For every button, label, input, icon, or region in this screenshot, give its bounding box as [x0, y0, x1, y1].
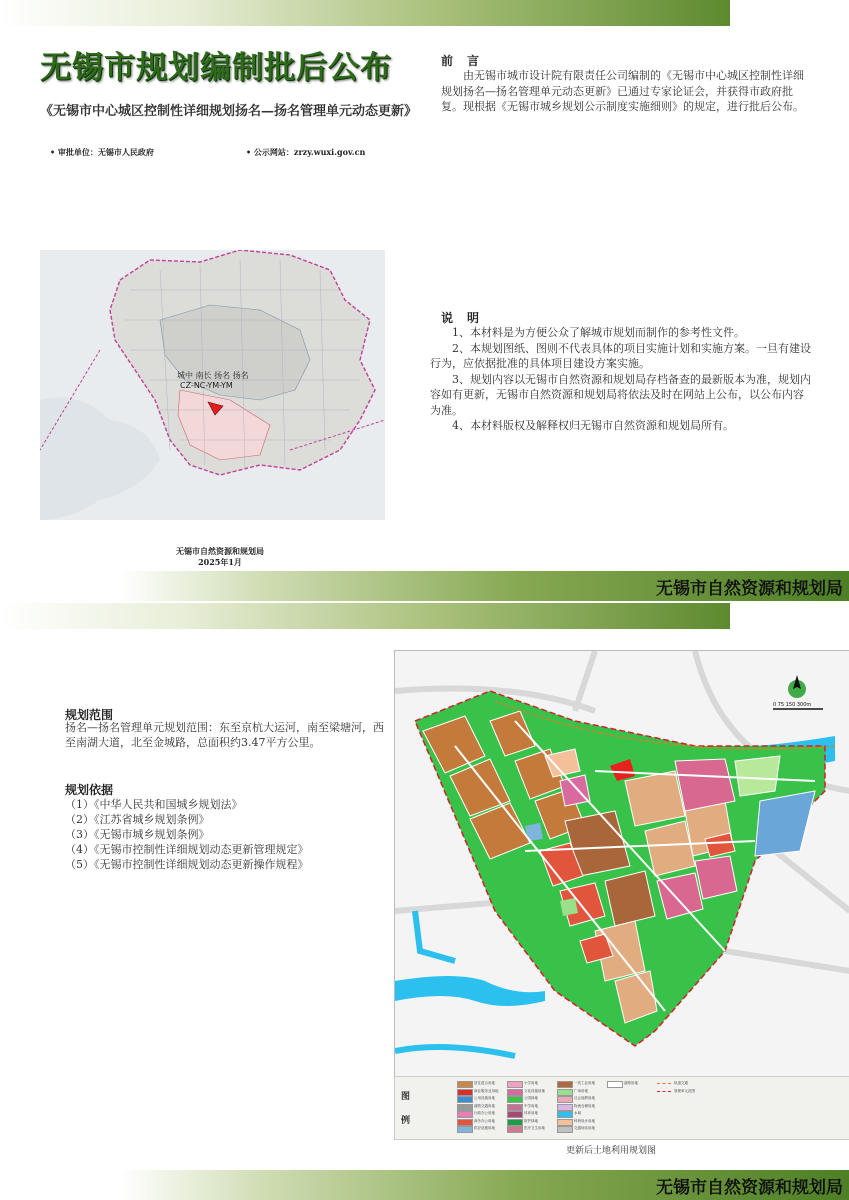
basis-item-4: （4）《无锡市控制性详细规划动态更新管理规定》 [65, 843, 309, 856]
basis-list [65, 797, 390, 872]
notes-heading: 说明 [441, 311, 494, 325]
approver-label: • 审批单位：无锡市人民政府 [50, 147, 154, 157]
preface-paragraph: 由无锡市城市设计院有限责任公司编制的《无锡市中心城区控制性详细规划扬名—扬名管理单元动态更新》已通过专家论证会，并获得市政府批复。现根据《无锡市城乡规划公示制度实施细则》的规定，进行批后公布。 [441, 69, 804, 113]
legend-label: 中学用地 [524, 1103, 538, 1108]
bottom-banner-1 [120, 571, 849, 601]
legend-swatch [557, 1096, 573, 1103]
bottom-banner-2 [120, 1170, 849, 1200]
location-map [40, 250, 385, 520]
legend-swatch [557, 1089, 573, 1096]
legend-label: 广场用地 [574, 1088, 588, 1093]
map-unit-label: 城中 南长 扬名 扬名 [177, 371, 249, 380]
issuer-name: 无锡市自然资源和规划局 [176, 546, 264, 556]
legend-swatch [457, 1081, 473, 1088]
issuer-block [150, 546, 290, 568]
legend-swatch [457, 1126, 473, 1133]
basis-heading: 规划依据 [65, 783, 114, 797]
legend-swatch [507, 1126, 523, 1133]
legend-label: 医疗卫生用地 [524, 1126, 545, 1130]
map-unit-code: CZ-NC-YM-YM [180, 381, 233, 390]
legend-swatch [507, 1104, 523, 1111]
legend-swatch [457, 1104, 473, 1111]
legend-label: 公用设施用地 [474, 1096, 495, 1100]
scope-text [65, 720, 390, 750]
legend-label: 公园绿地 [524, 1096, 538, 1100]
legend-swatch [457, 1111, 473, 1118]
map-legend [394, 1076, 849, 1140]
legend-swatch [507, 1081, 523, 1088]
legend-label: 供应设施用地 [474, 1126, 495, 1130]
legend-title: 图例 [401, 1092, 411, 1126]
note-item-3: 3、规划内容以无锡市自然资源和规划局存档备查的最新版本为准，规划内容如有更新，无锡市自然资源和规划局将依法及时在网站上公布，以公布内容为准。 [430, 372, 811, 417]
preface-text [441, 68, 811, 115]
legend-label: 水域 [574, 1111, 581, 1115]
basis-item-1: （1）《中华人民共和国城乡规划法》 [65, 798, 243, 811]
basis-item-5: （5）《无锡市控制性详细规划动态更新操作规程》 [65, 858, 309, 871]
legend-line-swatch [657, 1091, 671, 1092]
legend-swatch [607, 1081, 623, 1088]
land-use-map-graphic [395, 651, 849, 1076]
website-label: • 公示网站：zrzy.wuxi.gov.cn [246, 147, 366, 157]
banner-org-name-2: 无锡市自然资源和规划局 [656, 1178, 843, 1198]
legend-label: 居住混合用地 [474, 1081, 495, 1085]
basis-item-3: （3）《无锡市城乡规划条例》 [65, 828, 210, 841]
scope-paragraph: 扬名—扬名管理单元规划范围：东至京杭大运河，南至梁塘河，西至南湖大道，北至金城路，总面积约3.47平方公里。 [65, 721, 384, 749]
legend-label: 文化设施用地 [524, 1088, 545, 1093]
legend-swatch [557, 1081, 573, 1088]
scale-bar-label: 0 75 150 300m [773, 702, 812, 708]
land-use-map [394, 650, 849, 1077]
legend-label: 一类工业用地 [574, 1081, 595, 1085]
legend-swatch [507, 1096, 523, 1103]
legend-swatch [507, 1119, 523, 1126]
legend-swatch [557, 1126, 573, 1133]
legend-label: 商业服务业用地 [474, 1088, 499, 1093]
legend-label: 科研设计用地 [574, 1118, 595, 1123]
scope-heading: 规划范围 [65, 708, 114, 722]
issue-date: 2025年1月 [198, 557, 242, 567]
legend-label: 商务办公用地 [474, 1118, 495, 1123]
plan-subtitle: 《无锡市中心城区控制性详细规划扬名—扬名管理单元动态更新》 [40, 104, 418, 119]
legend-label: 体育用地 [524, 1111, 538, 1115]
legend-label: 防护绿地 [524, 1118, 538, 1123]
top-banner-bar-1 [0, 0, 730, 26]
legend-swatch [557, 1104, 573, 1111]
note-item-1: 1、本材料是为方便公众了解城市规划而制作的参考性文件。 [452, 326, 745, 339]
note-item-4: 4、本材料版权及解释权归无锡市自然资源和规划局所有。 [452, 419, 734, 432]
location-map-graphic [40, 250, 385, 520]
legend-label: 交通场站用地 [574, 1126, 595, 1130]
top-banner-bar-2 [0, 603, 730, 629]
legend-label: 物流仓储用地 [574, 1103, 595, 1108]
legend-swatch [457, 1096, 473, 1103]
legend-line-label: 轨道交通 [674, 1081, 688, 1085]
notes-list [430, 325, 812, 434]
legend-swatch [557, 1119, 573, 1126]
legend-swatch [507, 1111, 523, 1118]
page-title: 无锡市规划编制批后公布 [40, 50, 392, 86]
legend-swatch [557, 1111, 573, 1118]
legend-swatch [507, 1089, 523, 1096]
legend-line-swatch [657, 1083, 671, 1084]
legend-label: 小学用地 [524, 1081, 538, 1085]
note-item-2: 2、本规划图纸、图则不代表具体的项目实施计划和实施方案。一旦有建设行为，应依据批准的具体项目建设方案实施。 [430, 341, 811, 370]
map-caption: 更新后土地利用规划图 [566, 1146, 657, 1156]
banner-org-name-1: 无锡市自然资源和规划局 [656, 579, 843, 599]
preface-heading: 前言 [441, 54, 494, 68]
legend-label: 社会福利用地 [574, 1096, 595, 1100]
legend-label: 行政办公用地 [474, 1111, 495, 1115]
legend-label: 道路用地 [624, 1081, 638, 1085]
legend-line-label: 管理单元范围 [674, 1088, 695, 1093]
legend-swatch [457, 1089, 473, 1096]
basis-item-2: （2）《江苏省城乡规划条例》 [65, 813, 210, 826]
legend-swatch [457, 1119, 473, 1126]
legend-label: 道路交通用地 [474, 1103, 495, 1108]
